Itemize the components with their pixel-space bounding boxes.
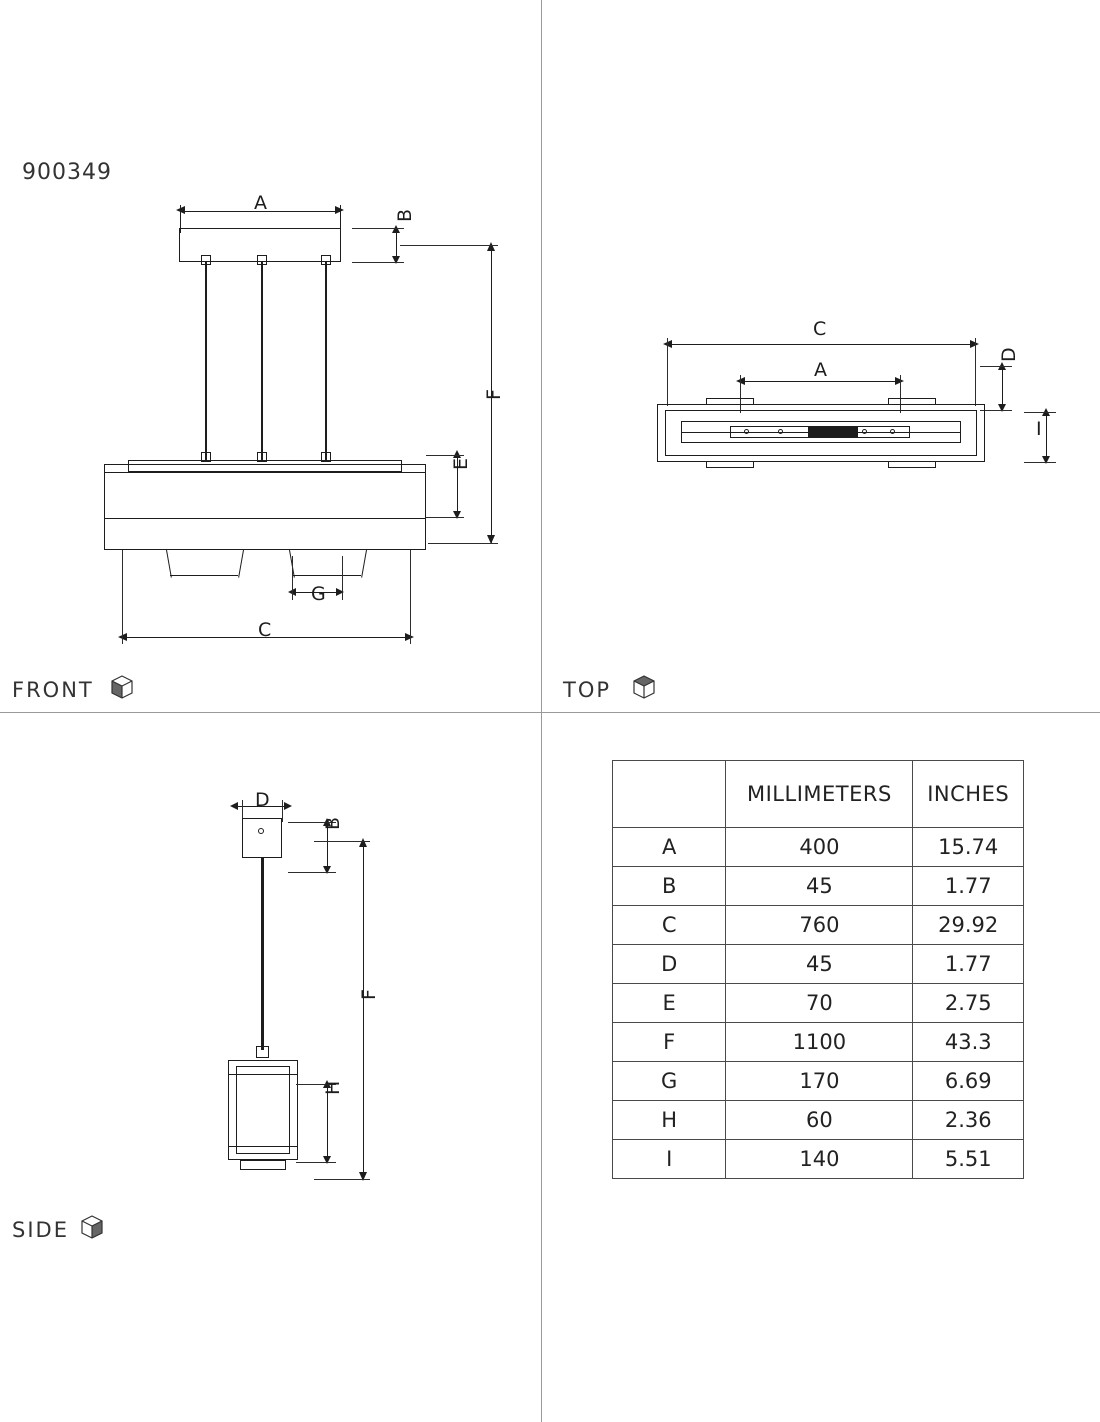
vertical-divider: [541, 0, 542, 1422]
dimension-in-cell: 6.69: [913, 1062, 1024, 1101]
ext-c-right-top: [975, 338, 976, 406]
mount-hole-midleft-top: [778, 429, 783, 434]
dimension-mm-cell: 1100: [726, 1023, 913, 1062]
label-a-front: A: [254, 192, 268, 214]
shade-bottom-band-side: [228, 1146, 298, 1147]
label-b-front: B: [394, 208, 416, 222]
ext-c-right-front: [410, 550, 411, 644]
label-f-front: F: [483, 388, 505, 400]
label-i-top: I: [1036, 418, 1043, 440]
table-header-cell: INCHES: [913, 761, 1024, 828]
dimension-key-cell: B: [613, 867, 726, 906]
dim-line-f-side: [363, 841, 364, 1179]
table-row: [613, 867, 1024, 906]
dimension-in-cell: 15.74: [913, 828, 1024, 867]
ext-d-upper-top: [980, 366, 1012, 367]
dimension-in-cell: 43.3: [913, 1023, 1024, 1062]
ext-c-left-front: [122, 550, 123, 644]
cable-left: [205, 262, 207, 460]
ext-f-bottom: [428, 543, 498, 544]
shade-left-side-a: [166, 550, 172, 578]
ext-i-upper: [1024, 412, 1056, 413]
dimension-in-cell: 2.75: [913, 984, 1024, 1023]
label-b-side: B: [322, 816, 344, 830]
ext-e-bottom: [426, 517, 464, 518]
ext-f-top: [400, 245, 498, 246]
arrow-f-side-up: [359, 838, 367, 847]
dimension-key-cell: A: [613, 828, 726, 867]
ext-b-lower-side: [288, 872, 336, 873]
cable-grip-center: [257, 255, 267, 265]
cable-grip-left: [201, 255, 211, 265]
table-row: [613, 1140, 1024, 1179]
arrow-a-right: [335, 206, 344, 214]
table-row: [613, 1062, 1024, 1101]
shade-left-bottom: [170, 575, 238, 576]
table-row: [613, 984, 1024, 1023]
shade-top-band-side: [228, 1074, 298, 1075]
arrow-f-top: [487, 242, 495, 251]
cable-grip-right: [321, 255, 331, 265]
fixture-body: [104, 464, 426, 550]
dimension-key-cell: F: [613, 1023, 726, 1062]
mount-hole-left-top: [744, 429, 749, 434]
dimension-key-cell: G: [613, 1062, 726, 1101]
table-header-row: [613, 761, 1024, 828]
dimension-in-cell: 1.77: [913, 867, 1024, 906]
dimension-key-cell: C: [613, 906, 726, 945]
shade-right-side-b: [361, 550, 367, 578]
ext-g-right: [342, 556, 343, 600]
side-view-label: SIDE: [12, 1218, 69, 1242]
cable-center: [261, 262, 263, 460]
label-d-top: D: [998, 346, 1020, 362]
cube-icon: [108, 672, 136, 706]
table-row: [613, 1101, 1024, 1140]
top-view-label: TOP: [563, 678, 612, 702]
cube-icon: [630, 672, 658, 706]
dimension-in-cell: 2.36: [913, 1101, 1024, 1140]
dimension-in-cell: 1.77: [913, 945, 1024, 984]
table-row: [613, 828, 1024, 867]
fixture-body-split: [104, 518, 426, 519]
dimension-key-cell: E: [613, 984, 726, 1023]
label-g-front: G: [311, 583, 327, 605]
mount-hole-right-top: [890, 429, 895, 434]
canopy-hole-side: [258, 828, 264, 834]
label-c-top: C: [813, 318, 827, 340]
shade-right-bottom: [293, 575, 361, 576]
dimension-mm-cell: 760: [726, 906, 913, 945]
ext-f-bottom-side: [314, 1179, 370, 1180]
dimension-mm-cell: 45: [726, 867, 913, 906]
bracket-top-left: [706, 398, 754, 405]
table-header-cell: [613, 761, 726, 828]
arrow-d-right-side: [284, 802, 292, 810]
dimension-mm-cell: 170: [726, 1062, 913, 1101]
front-view-label: FRONT: [12, 678, 94, 702]
ext-e-top: [426, 455, 464, 456]
cable-grip-side: [256, 1046, 269, 1058]
dimension-mm-cell: 70: [726, 984, 913, 1023]
table-header-cell: MILLIMETERS: [726, 761, 913, 828]
table-row: [613, 1023, 1024, 1062]
ext-f-top-side: [314, 841, 370, 842]
dimension-key-cell: D: [613, 945, 726, 984]
label-f-side: F: [358, 988, 380, 1000]
dimension-mm-cell: 45: [726, 945, 913, 984]
arrow-a-left: [176, 206, 185, 214]
table-row: [613, 945, 1024, 984]
part-number: 900349: [22, 160, 112, 185]
cable-side: [261, 858, 264, 1050]
bracket-bottom-left: [706, 461, 754, 468]
horizontal-divider: [0, 712, 1100, 713]
dimension-in-cell: 5.51: [913, 1140, 1024, 1179]
fixture-body-top-edge: [104, 472, 426, 473]
dimension-table: [612, 760, 1024, 1179]
shade-inner-side: [236, 1066, 290, 1154]
dim-line-c-top: [667, 344, 975, 345]
bracket-top-right: [888, 398, 936, 405]
dimension-mm-cell: 60: [726, 1101, 913, 1140]
dim-line-a-top: [740, 381, 900, 382]
cable-right: [325, 262, 327, 460]
bracket-bottom-right: [888, 461, 936, 468]
shade-foot-side: [240, 1160, 286, 1170]
dimension-mm-cell: 140: [726, 1140, 913, 1179]
dim-line-i-top: [1046, 412, 1047, 462]
dimension-in-cell: 29.92: [913, 906, 1024, 945]
cube-icon: [78, 1212, 106, 1246]
ext-h-lower: [296, 1162, 336, 1163]
dimension-key-cell: I: [613, 1140, 726, 1179]
dimension-mm-cell: 400: [726, 828, 913, 867]
canopy-side: [242, 818, 282, 858]
ext-b-lower: [352, 262, 404, 263]
table-row: [613, 906, 1024, 945]
label-h-side: H: [322, 1080, 344, 1095]
label-c-front: C: [258, 619, 272, 641]
ext-d-right-side: [282, 800, 283, 822]
dim-line-h-side: [327, 1084, 328, 1162]
ext-g-left: [292, 556, 293, 600]
mount-hole-midright-top: [862, 429, 867, 434]
label-d-side: D: [255, 789, 271, 811]
driver-block-top: [808, 427, 858, 437]
arrow-d-left-side: [230, 802, 238, 810]
ext-i-lower: [1024, 462, 1056, 463]
arrow-b-top: [392, 225, 400, 233]
label-e-front: E: [450, 457, 472, 470]
ext-b-upper: [352, 228, 404, 229]
shade-left-side-b: [238, 550, 244, 578]
ext-c-left-top: [667, 338, 668, 406]
dimension-key-cell: H: [613, 1101, 726, 1140]
label-a-top: A: [814, 359, 828, 381]
